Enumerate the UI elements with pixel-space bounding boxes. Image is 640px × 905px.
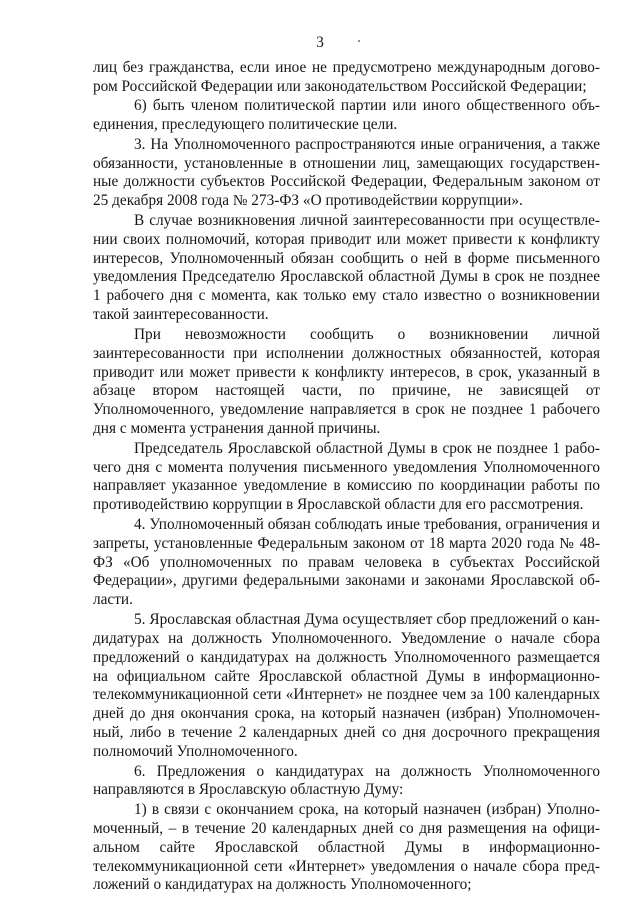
scan-speck <box>358 40 360 42</box>
paragraph-conflict-of-interest: В случае возникновения личной заинтересованности при осуществлении своих полномочий, которая приводит или может привести к конфликту интересов, Уполномоченный обязан сообщить о ней в форме письменного уведомления Председателю Ярославской областной Думы в срок не позднее 1 рабочего дня с момента, как только ему стало известно о возникновении такой заинтересованности. <box>93 211 600 324</box>
paragraph-part-3: 3. На Уполномоченного распространяются иные ограничения, а также обязанности, установленные в отношении лиц, замещающих государственные должности субъектов Российской Федерации, Федеральным законом от 25 декабря 2008 года № 273-ФЗ «О противодействии коррупции». <box>93 135 600 210</box>
page-number: 3 <box>316 34 324 51</box>
paragraph-impossibility-to-report: При невозможности сообщить о возникновении личной заинтересованности при исполнении должностных обязанностей, которая приводит или может привести к конфликту интересов, в срок, указанный в абзаце втором настоящей части, по причине, не зависящей от Уполномоченного, уведомление направляется в срок не позднее 1 рабочего дня с момента устранения данной причины. <box>93 325 600 438</box>
paragraph-chairman-forwarding: Председатель Ярославской областной Думы в срок не позднее 1 рабочего дня с момента получения письменного уведомления Уполномоченного направляет указанное уведомление в комиссию по координации работы по противодействию коррупции в Ярославской области для его рассмотрения. <box>93 439 600 514</box>
paragraph-part-6-item-1: 1) в связи с окончанием срока, на который назначен (избран) Уполномоченный, – в течение 20 календарных дней со дня размещения на официальном сайте Ярославской областной Думы в информационно-телекоммуникационной сети «Интернет» уведомления о начале сбора предложений о кандидатурах на должность Уполномоченного; <box>93 800 600 894</box>
paragraph-part-5: 5. Ярославская областная Дума осуществляет сбор предложений о кандидатурах на должность Уполномоченного. Уведомление о начале сбора предложений о кандидатурах на должность Уполномоченного размещается на официальном сайте Ярославской областной Думы в информационно-телекоммуникационной сети «Интернет» не позднее чем за 100 календарных дней до дня окончания срока, на который назначен (избран) Уполномоченный, либо в течение 2 календарных дней со дня досрочного прекращения полномочий Уполномоченного. <box>93 610 600 761</box>
document-body <box>93 59 600 895</box>
paragraph-part-6: 6. Предложения о кандидатурах на должность Уполномоченного направляются в Ярославскую областную Думу: <box>93 762 600 799</box>
paragraph-part-4: 4. Уполномоченный обязан соблюдать иные требования, ограничения и запреты, установленные Федеральным законом от 18 марта 2020 года № 48-ФЗ «Об уполномоченных по правам человека в субъектах Российской Федерации», другими федеральными законами и законами Ярославской области. <box>93 515 600 609</box>
paragraph-item-6: 6) быть членом политической партии или иного общественного объединения, преследующего политические цели. <box>93 97 600 134</box>
paragraph-continuation: лиц без гражданства, если иное не предусмотрено международным договором Российской Федерации или законодательством Российской Федерации; <box>93 59 600 95</box>
